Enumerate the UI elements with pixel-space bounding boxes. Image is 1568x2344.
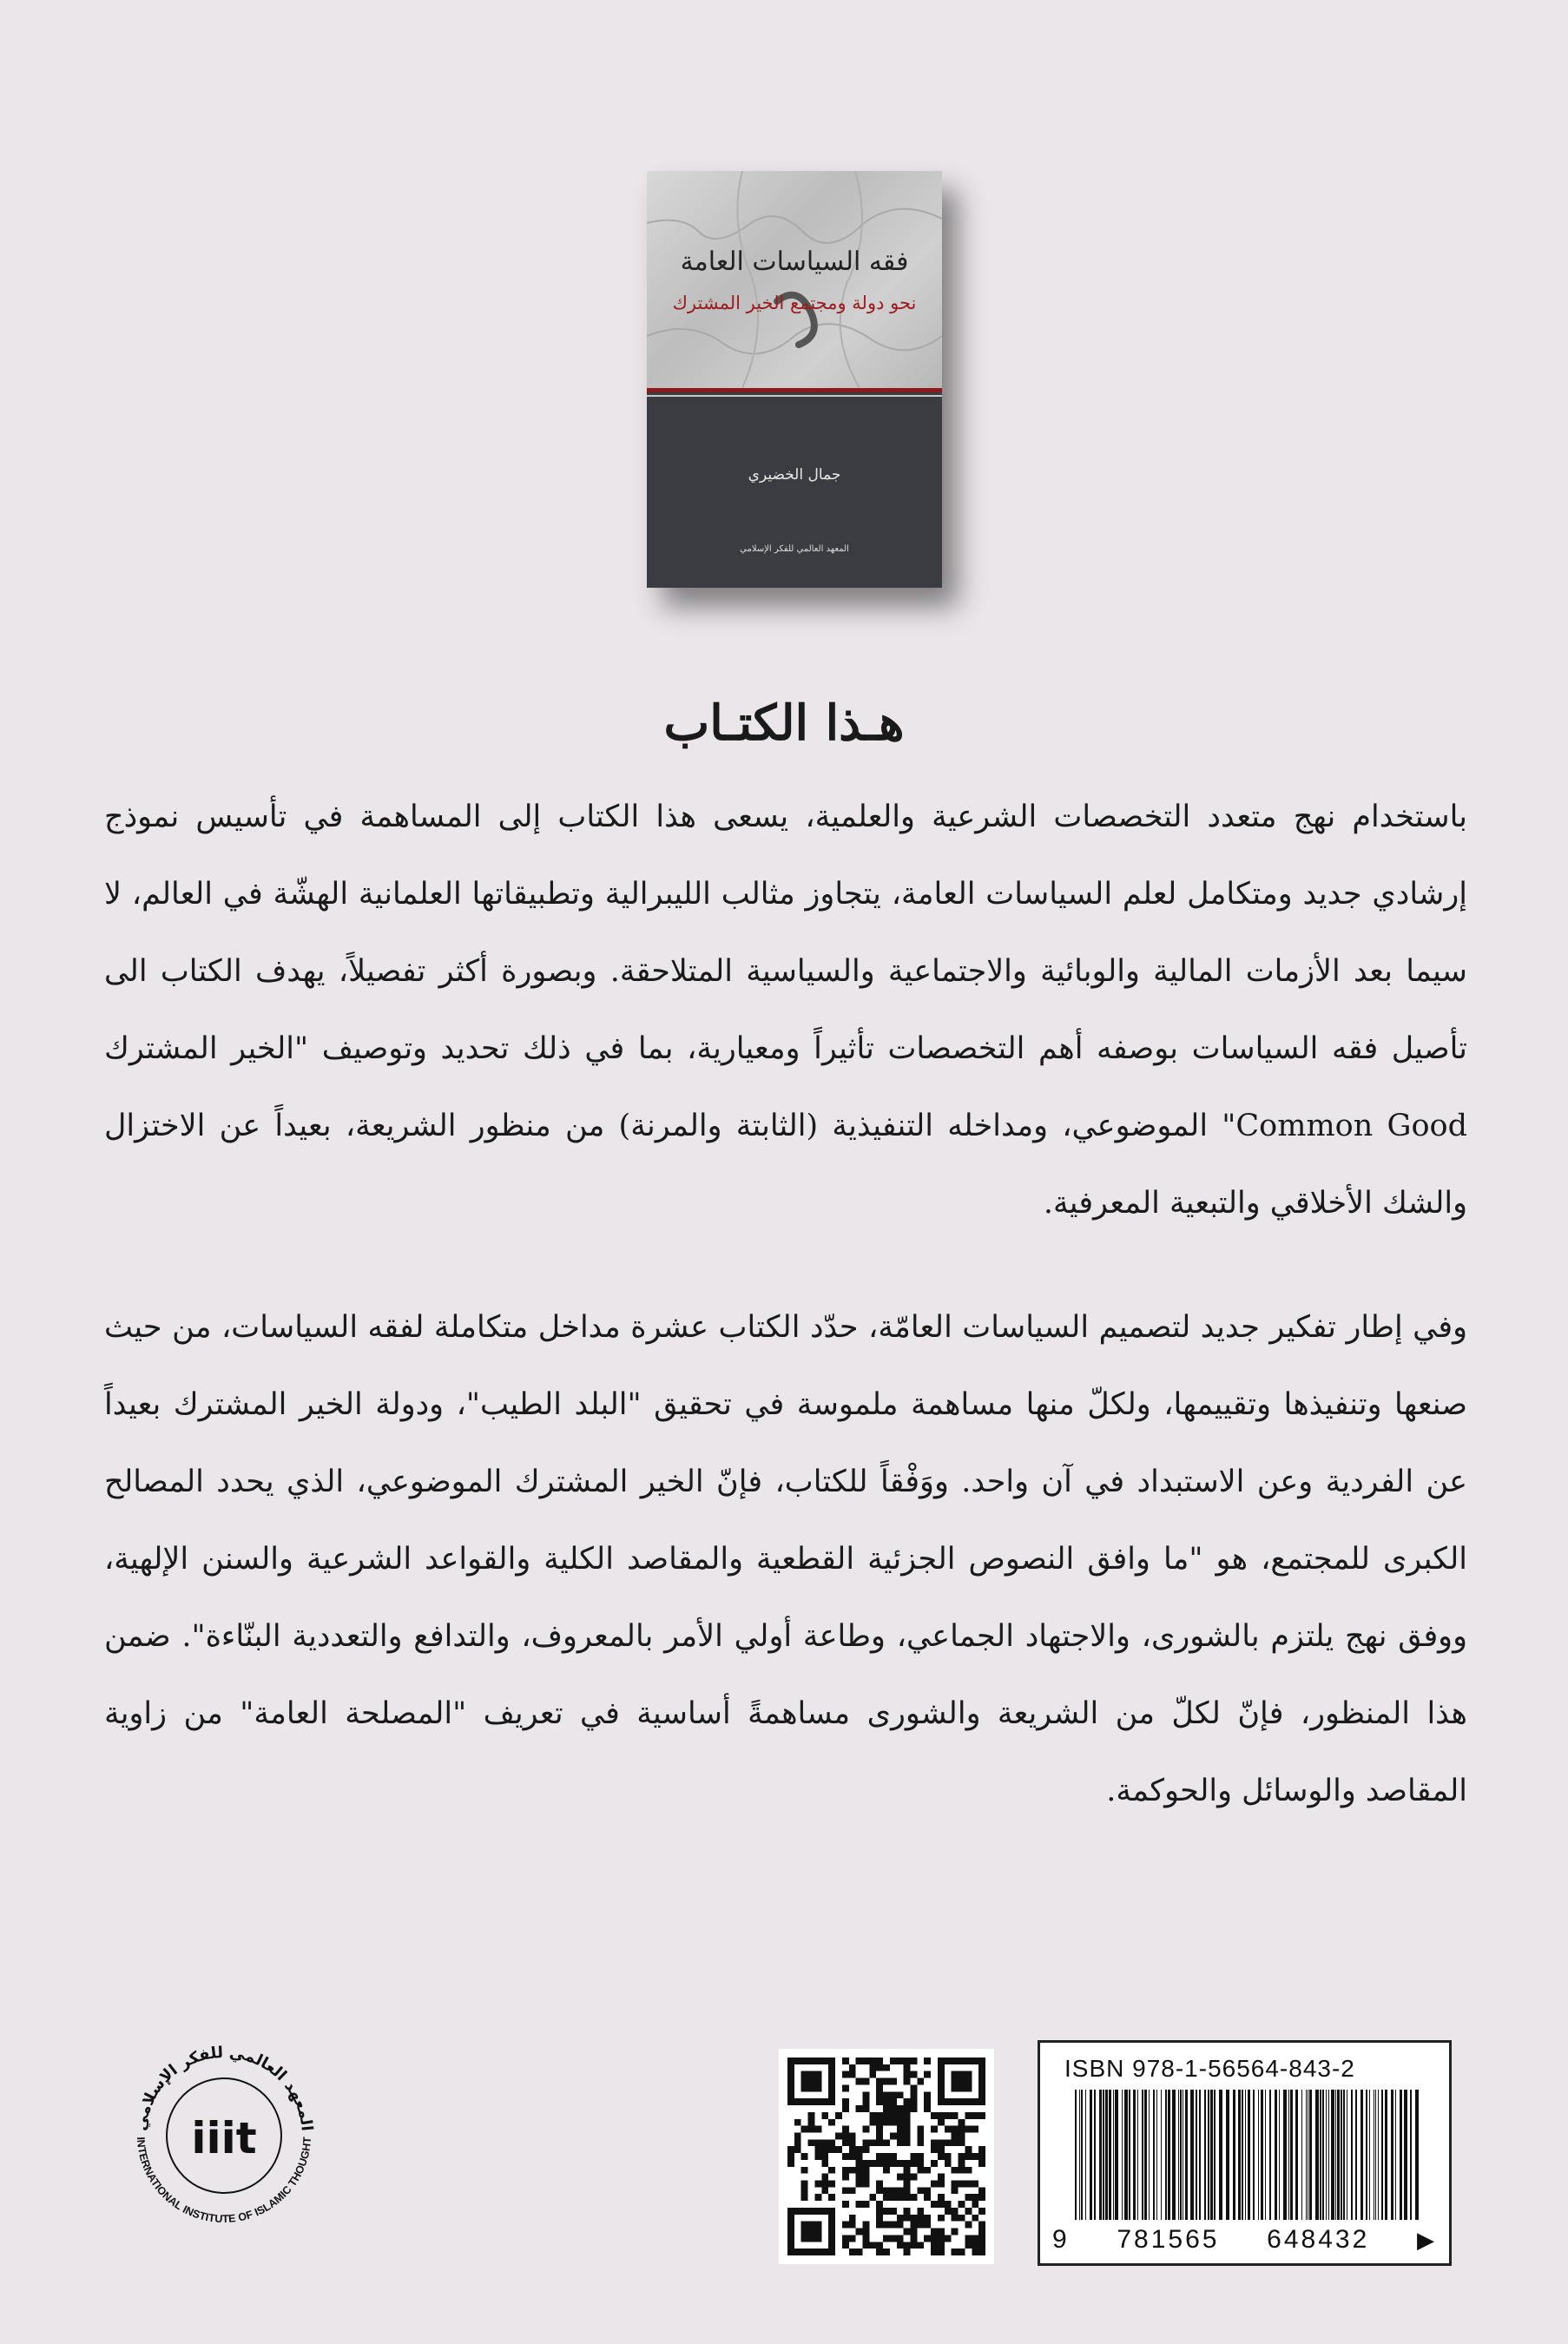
cover-subtitle: نحو دولة ومجتمع الخير المشترك (672, 293, 917, 313)
qr-code (779, 2049, 994, 2264)
logo-arabic-text: المعهد العالمي للفكر الإسلامي (131, 2043, 316, 2132)
isbn-digit-first: 9 (1052, 2225, 1070, 2254)
isbn-digits (1052, 2225, 1434, 2255)
isbn-barcode (1038, 2040, 1452, 2266)
isbn-digit-group1: 781565 (1117, 2225, 1220, 2254)
section-heading: هـذا الكتـاب (663, 695, 905, 752)
logo-mark: iiit (191, 2113, 257, 2163)
cover-puzzle-area (647, 171, 942, 388)
logo-english-text: INTERNATIONAL INSTITUTE OF ISLAMIC THOUGHT (134, 2136, 314, 2226)
isbn-digit-group2: 648432 (1267, 2225, 1370, 2254)
barcode-bars (1075, 2090, 1422, 2229)
isbn-label: ISBN 978-1-56564-843-2 (1064, 2055, 1355, 2082)
cover-title: فقه السياسات العامة (680, 247, 909, 277)
cover-publisher: المعهد العالمي للفكر الإسلامي (740, 544, 849, 554)
cover-grey-rule (647, 395, 942, 397)
cover-red-rule (647, 388, 942, 392)
puzzle-texture (647, 171, 942, 388)
paragraph-1: باستخدام نهج متعدد التخصصات الشرعية والعلمية، يسعى هذا الكتاب إلى المساهمة في تأسيس نموذج إرشادي جديد ومتكامل لعلم السياسات العامة، يتجاوز مثالب الليبرالية وتطبيقاتها العلمانية الهشّة في العالم، لا سيما بعد الأزمات المالية والوبائية والاجتماعية والسياسية المتلاحقة. وبصورة أكثر تفصيلاً، يهدف الكتاب الى تأصيل فقه السياسات بوصفه أهم التخصصات تأثيراً ومعيارية، بما في ذلك تحديد وتوصيف "الخير المشترك Common Good" الموضوعي، ومداخله التنفيذية (الثابتة والمرنة) من منظور الشريعة، بعيداً عن الاختزال والشك الأخلاقي والتبعية المعرفية. (104, 800, 1467, 1221)
book-cover-thumbnail (647, 171, 942, 588)
cover-author: جمال الخضيري (748, 466, 841, 484)
isbn-arrow-icon: ▶ (1416, 2226, 1434, 2253)
paragraph-2: وفي إطار تفكير جديد لتصميم السياسات العامّة، حدّد الكتاب عشرة مداخل متكاملة لفقه السياسات، من حيث صنعها وتنفيذها وتقييمها، ولكلّ منها مساهمة ملموسة في تحقيق "البلد الطيب"، ودولة الخير المشترك بعيداً عن الفردية وعن الاستبداد في آن واحد. ووَفْقاً للكتاب، فإنّ الخير المشترك الموضوعي، الذي يحدد المصالح الكبرى للمجتمع، هو "ما وافق النصوص الجزئية القطعية والمقاصد الكلية والقواعد الشرعية والسنن الإلهية، ووفق نهج يلتزم بالشورى، والاجتهاد الجماعي، وطاعة أولي الأمر بالمعروف، والتدافع والتعددية البنّاءة". ضمن هذا المنظور، فإنّ لكلّ من الشريعة والشورى مساهمةً أساسية في تعريف "المصلحة العامة" من زاوية المقاصد والوسائل والحوكمة. (104, 1310, 1467, 1808)
iiit-logo (111, 2023, 337, 2249)
